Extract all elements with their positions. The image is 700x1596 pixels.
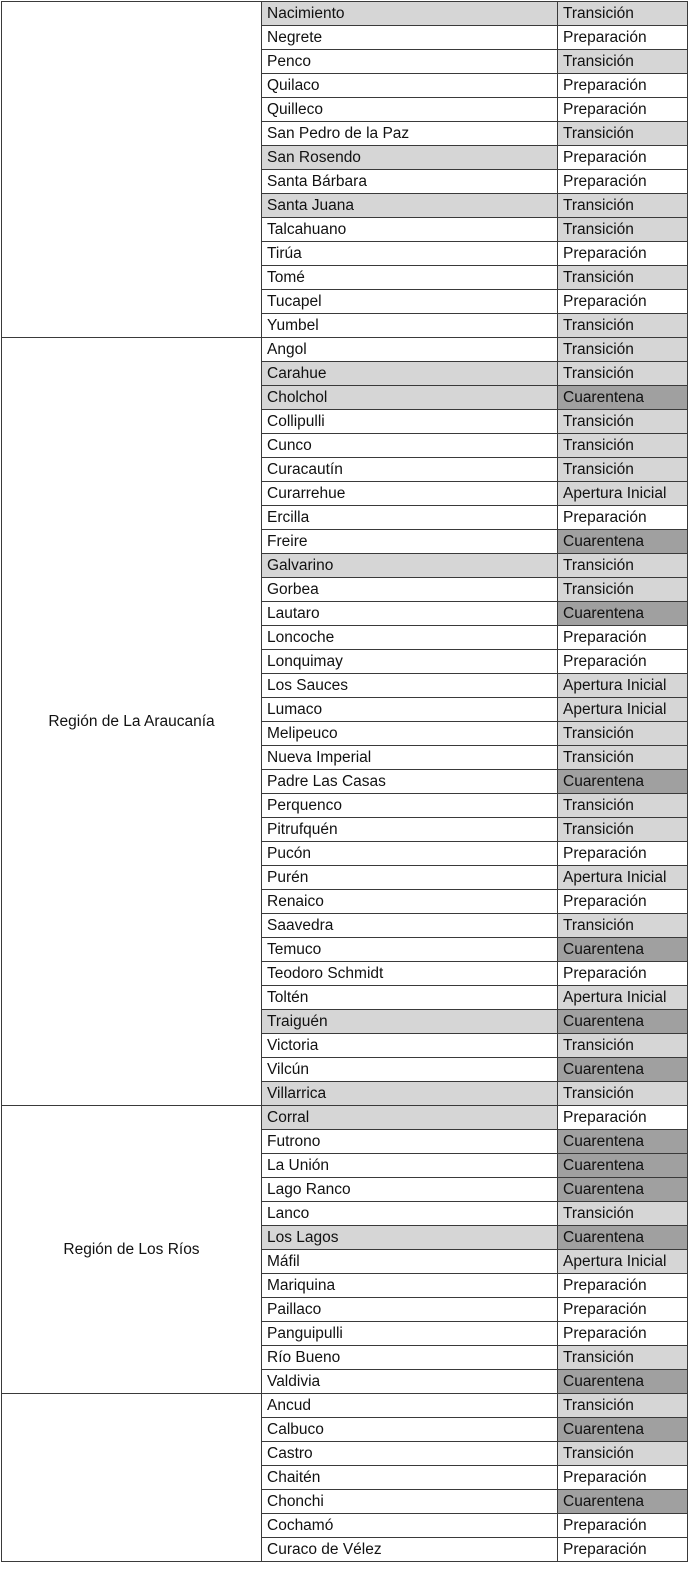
table-row: [2, 2, 688, 26]
phase-cell: Preparación: [558, 146, 688, 170]
phase-cell: Transición: [558, 1082, 688, 1106]
phase-cell: Transición: [558, 50, 688, 74]
commune-cell: Valdivia: [262, 1370, 558, 1394]
phase-cell: Transición: [558, 218, 688, 242]
commune-cell: San Pedro de la Paz: [262, 122, 558, 146]
phase-cell: Cuarentena: [558, 1178, 688, 1202]
phase-cell: Preparación: [558, 962, 688, 986]
commune-cell: Cunco: [262, 434, 558, 458]
phase-cell: Preparación: [558, 290, 688, 314]
commune-cell: Lanco: [262, 1202, 558, 1226]
commune-cell: La Unión: [262, 1154, 558, 1178]
commune-cell: Melipeuco: [262, 722, 558, 746]
commune-cell: Quilleco: [262, 98, 558, 122]
commune-cell: Villarrica: [262, 1082, 558, 1106]
commune-cell: Traiguén: [262, 1010, 558, 1034]
phase-cell: Preparación: [558, 1274, 688, 1298]
commune-cell: Castro: [262, 1442, 558, 1466]
commune-cell: Saavedra: [262, 914, 558, 938]
phase-cell: Cuarentena: [558, 602, 688, 626]
commune-cell: Santa Bárbara: [262, 170, 558, 194]
region-cell: Región de La Araucanía: [2, 338, 262, 1106]
phase-cell: Preparación: [558, 1106, 688, 1130]
commune-cell: Lago Ranco: [262, 1178, 558, 1202]
phase-cell: Apertura Inicial: [558, 482, 688, 506]
phase-cell: Preparación: [558, 1538, 688, 1562]
commune-cell: Victoria: [262, 1034, 558, 1058]
commune-phase-table: [1, 1, 688, 1562]
commune-cell: Los Sauces: [262, 674, 558, 698]
table-row: [2, 1106, 688, 1130]
phase-cell: Cuarentena: [558, 530, 688, 554]
phase-cell: Apertura Inicial: [558, 986, 688, 1010]
commune-cell: Gorbea: [262, 578, 558, 602]
commune-cell: Galvarino: [262, 554, 558, 578]
phase-cell: Preparación: [558, 1466, 688, 1490]
commune-cell: Loncoche: [262, 626, 558, 650]
phase-cell: Transición: [558, 314, 688, 338]
commune-cell: Penco: [262, 50, 558, 74]
phase-cell: Transición: [558, 1034, 688, 1058]
commune-cell: Mariquina: [262, 1274, 558, 1298]
commune-cell: Vilcún: [262, 1058, 558, 1082]
commune-cell: Lumaco: [262, 698, 558, 722]
phase-cell: Transición: [558, 458, 688, 482]
phase-cell: Transición: [558, 338, 688, 362]
phase-cell: Cuarentena: [558, 1418, 688, 1442]
commune-cell: San Rosendo: [262, 146, 558, 170]
phase-cell: Apertura Inicial: [558, 1250, 688, 1274]
phase-cell: Transición: [558, 722, 688, 746]
commune-cell: Freire: [262, 530, 558, 554]
phase-cell: Preparación: [558, 1322, 688, 1346]
phase-cell: Transición: [558, 578, 688, 602]
phase-cell: Cuarentena: [558, 770, 688, 794]
commune-cell: Tucapel: [262, 290, 558, 314]
commune-cell: Paillaco: [262, 1298, 558, 1322]
phase-cell: Transición: [558, 554, 688, 578]
commune-cell: Chaitén: [262, 1466, 558, 1490]
region-cell: [2, 1394, 262, 1562]
commune-cell: Collipulli: [262, 410, 558, 434]
phase-cell: Transición: [558, 434, 688, 458]
commune-cell: Ercilla: [262, 506, 558, 530]
commune-cell: Carahue: [262, 362, 558, 386]
phase-cell: Preparación: [558, 1298, 688, 1322]
phase-cell: Cuarentena: [558, 1130, 688, 1154]
commune-cell: Panguipulli: [262, 1322, 558, 1346]
commune-cell: Lonquimay: [262, 650, 558, 674]
phase-cell: Preparación: [558, 626, 688, 650]
commune-cell: Futrono: [262, 1130, 558, 1154]
phase-cell: Cuarentena: [558, 1226, 688, 1250]
phase-cell: Transición: [558, 1202, 688, 1226]
phase-cell: Transición: [558, 1442, 688, 1466]
commune-cell: Purén: [262, 866, 558, 890]
phase-cell: Transición: [558, 194, 688, 218]
phase-cell: Preparación: [558, 506, 688, 530]
commune-cell: Calbuco: [262, 1418, 558, 1442]
phase-cell: Transición: [558, 2, 688, 26]
commune-cell: Padre Las Casas: [262, 770, 558, 794]
commune-cell: Ancud: [262, 1394, 558, 1418]
phase-cell: Transición: [558, 1394, 688, 1418]
phase-cell: Preparación: [558, 890, 688, 914]
commune-cell: Angol: [262, 338, 558, 362]
phase-cell: Transición: [558, 746, 688, 770]
phase-cell: Preparación: [558, 842, 688, 866]
commune-cell: Quilaco: [262, 74, 558, 98]
commune-cell: Curaco de Vélez: [262, 1538, 558, 1562]
commune-cell: Tomé: [262, 266, 558, 290]
phase-cell: Preparación: [558, 74, 688, 98]
commune-cell: Temuco: [262, 938, 558, 962]
commune-cell: Los Lagos: [262, 1226, 558, 1250]
commune-cell: Tirúa: [262, 242, 558, 266]
phase-cell: Transición: [558, 818, 688, 842]
commune-cell: Máfil: [262, 1250, 558, 1274]
commune-cell: Perquenco: [262, 794, 558, 818]
phase-cell: Cuarentena: [558, 1154, 688, 1178]
commune-cell: Nacimiento: [262, 2, 558, 26]
phase-cell: Preparación: [558, 26, 688, 50]
commune-cell: Santa Juana: [262, 194, 558, 218]
commune-cell: Pucón: [262, 842, 558, 866]
commune-cell: Renaico: [262, 890, 558, 914]
phase-cell: Transición: [558, 914, 688, 938]
phase-cell: Transición: [558, 410, 688, 434]
commune-cell: Cochamó: [262, 1514, 558, 1538]
commune-cell: Yumbel: [262, 314, 558, 338]
commune-cell: Talcahuano: [262, 218, 558, 242]
commune-cell: Nueva Imperial: [262, 746, 558, 770]
phase-cell: Preparación: [558, 650, 688, 674]
phase-cell: Apertura Inicial: [558, 698, 688, 722]
phase-cell: Cuarentena: [558, 1010, 688, 1034]
phase-cell: Transición: [558, 794, 688, 818]
commune-cell: Negrete: [262, 26, 558, 50]
commune-cell: Curacautín: [262, 458, 558, 482]
table-row: [2, 1394, 688, 1418]
phase-cell: Transición: [558, 362, 688, 386]
commune-cell: Pitrufquén: [262, 818, 558, 842]
phase-cell: Preparación: [558, 98, 688, 122]
commune-cell: Chonchi: [262, 1490, 558, 1514]
phase-cell: Preparación: [558, 242, 688, 266]
phase-cell: Cuarentena: [558, 1370, 688, 1394]
region-cell: Región de Los Ríos: [2, 1106, 262, 1394]
phase-cell: Transición: [558, 266, 688, 290]
phase-cell: Cuarentena: [558, 1058, 688, 1082]
phase-cell: Preparación: [558, 1514, 688, 1538]
table-row: [2, 338, 688, 362]
phase-cell: Apertura Inicial: [558, 866, 688, 890]
phase-cell: Transición: [558, 122, 688, 146]
phase-cell: Apertura Inicial: [558, 674, 688, 698]
commune-cell: Corral: [262, 1106, 558, 1130]
commune-cell: Cholchol: [262, 386, 558, 410]
commune-cell: Toltén: [262, 986, 558, 1010]
region-cell: [2, 2, 262, 338]
phase-cell: Cuarentena: [558, 386, 688, 410]
phase-cell: Transición: [558, 1346, 688, 1370]
commune-cell: Teodoro Schmidt: [262, 962, 558, 986]
phase-cell: Preparación: [558, 170, 688, 194]
phase-cell: Cuarentena: [558, 1490, 688, 1514]
commune-cell: Lautaro: [262, 602, 558, 626]
commune-cell: Curarrehue: [262, 482, 558, 506]
commune-cell: Río Bueno: [262, 1346, 558, 1370]
phase-cell: Cuarentena: [558, 938, 688, 962]
